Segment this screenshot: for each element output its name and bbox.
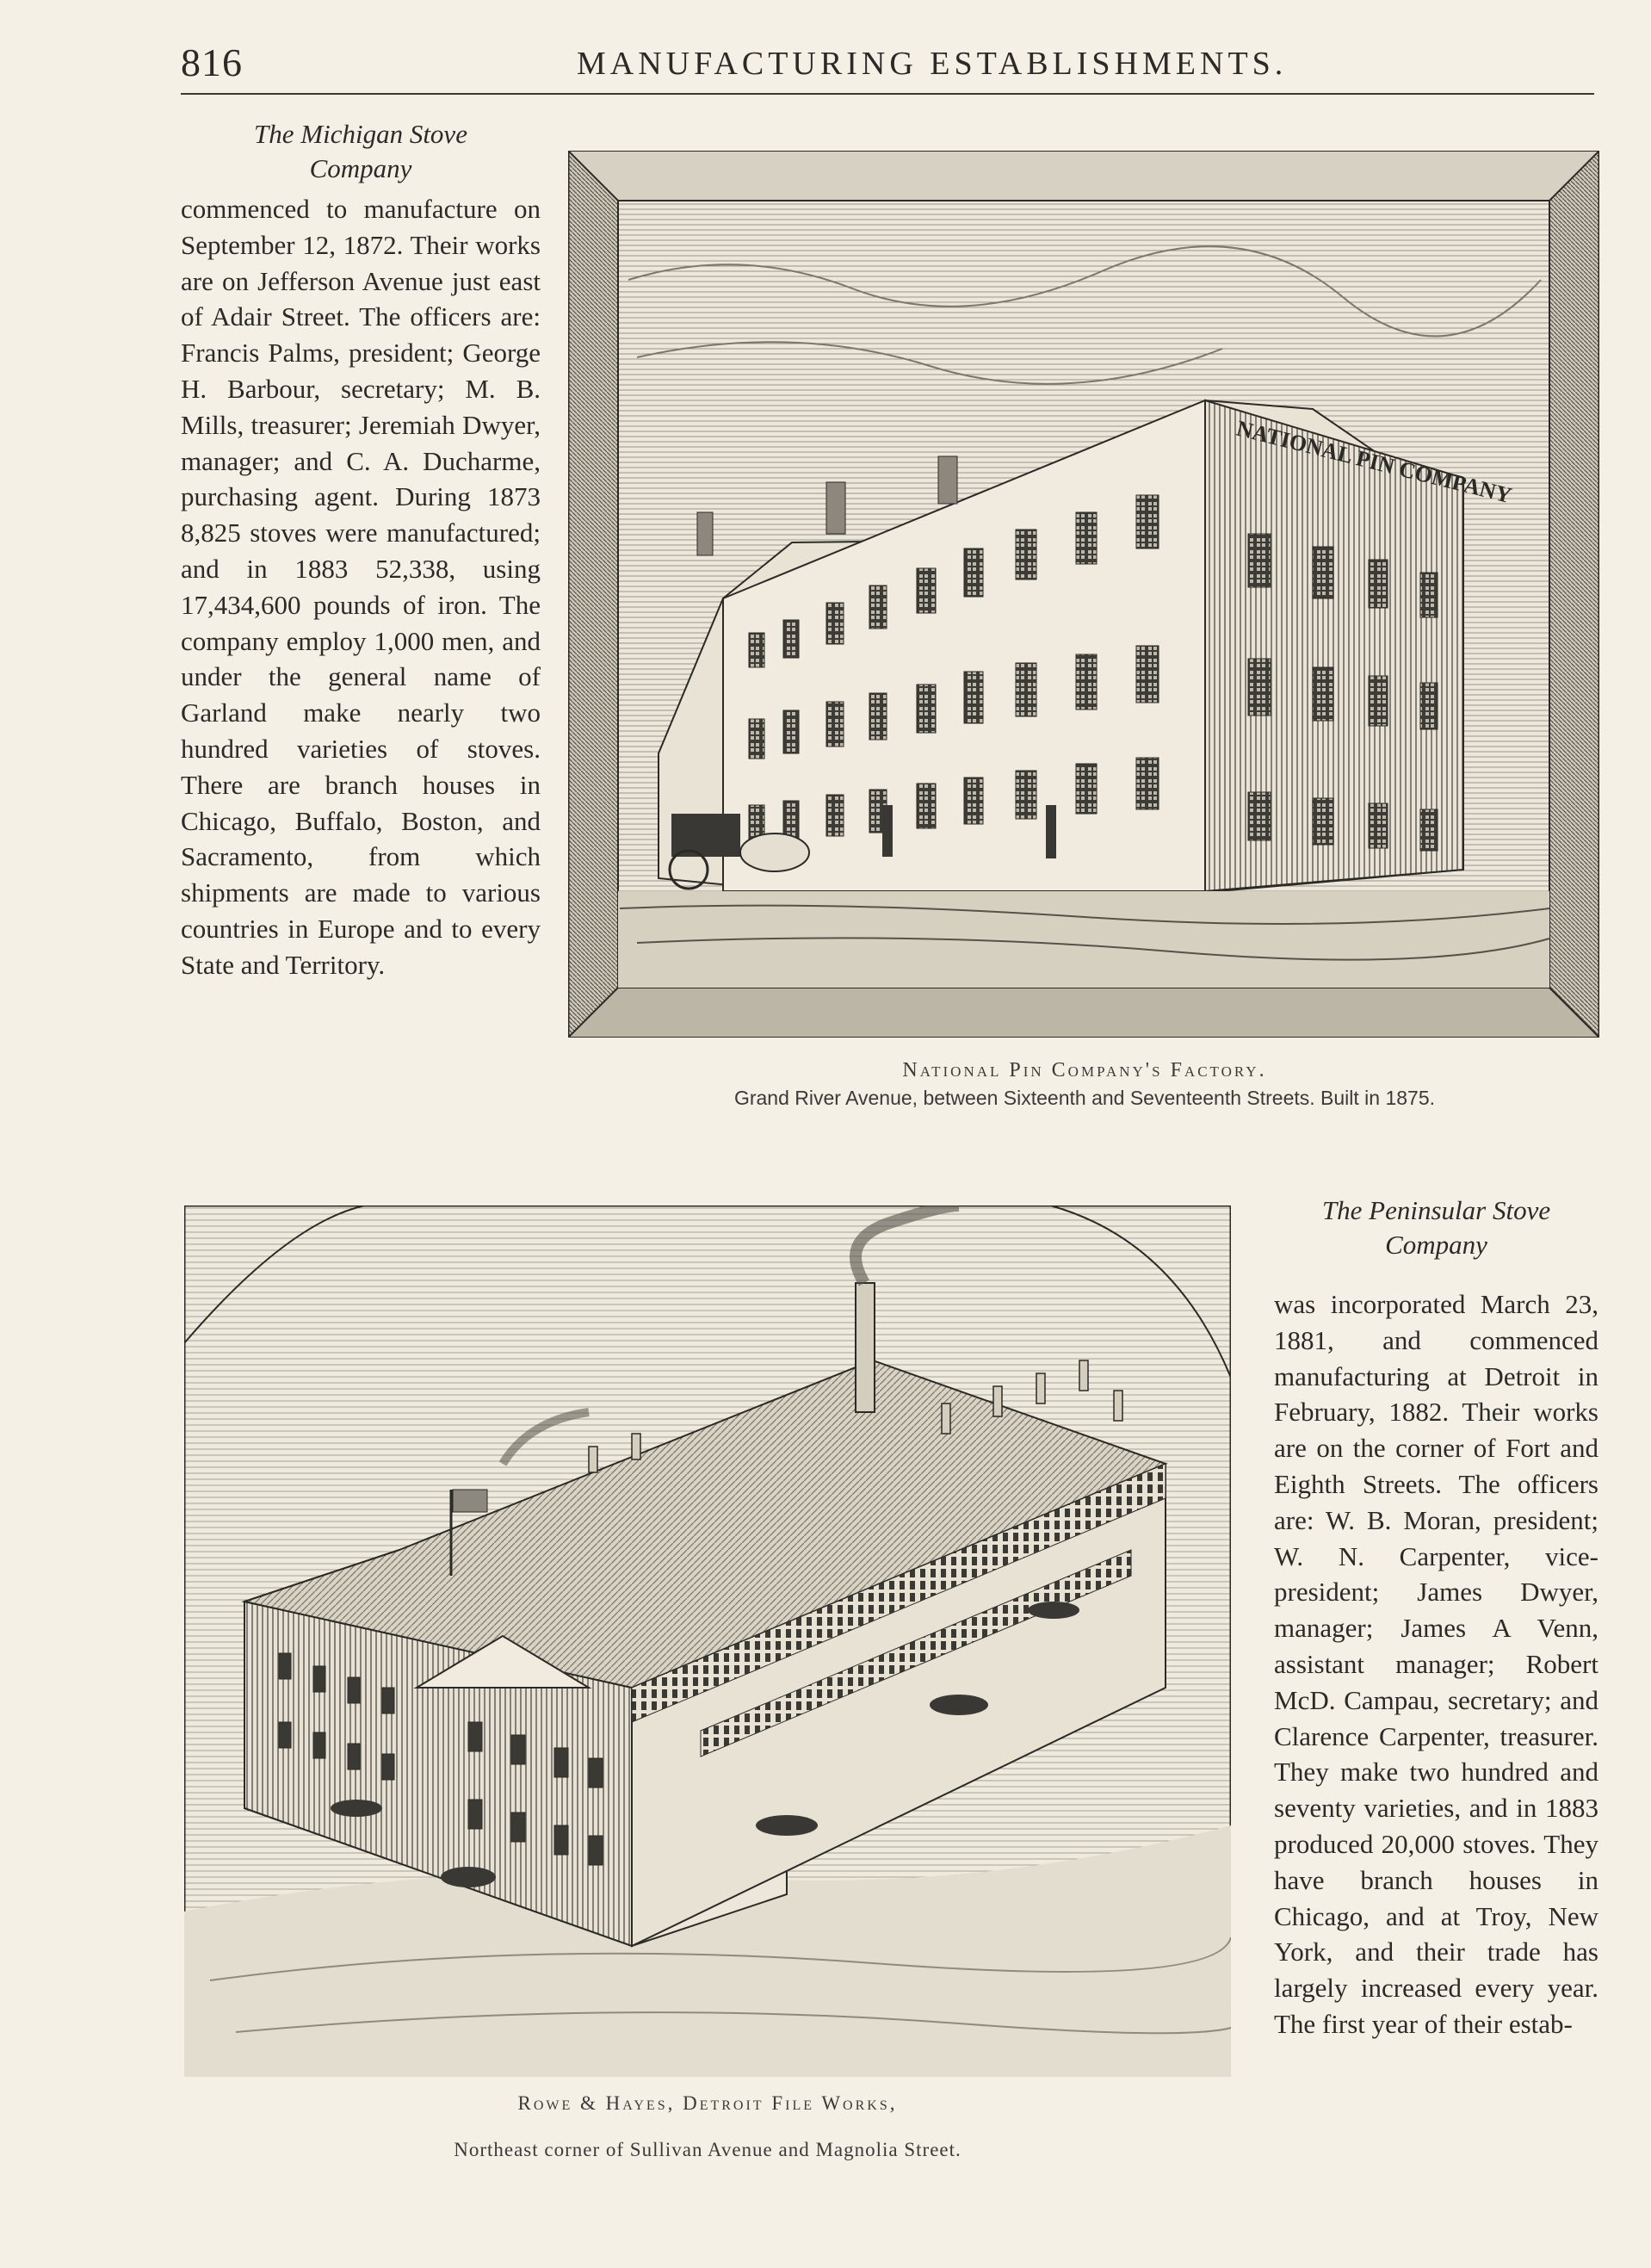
- bottom-figure-caption-title: Rowe & Hayes, Detroit File Works,: [517, 2092, 898, 2114]
- right-heading-line-2: Company: [1385, 1230, 1487, 1260]
- left-text-column: [181, 117, 541, 983]
- page-number: 816: [181, 40, 243, 84]
- factory-illustration: [568, 151, 1599, 1038]
- right-heading-line-1: The Peninsular Stove: [1321, 1195, 1551, 1225]
- left-column-body: commenced to manufacture on September 12, 1872. Their works are on Jefferson Avenue just east of Adair Street. The officers are: Francis Palms, president; George H. Barbour, secretary; M. B. Mills, treasurer; Jeremiah Dwyer, manager; and C. A. Ducharme, purchasing agent. During 1873 8,825 stoves were manufactured; and in 1883 52,338, using 17,434,600 pounds of iron. The company employ 1,000 men, and under the general name of Garland make nearly two hundred varieties of stoves. There are branch houses in Chicago, Buffalo, Boston, and Sacramento, from which shipments are made to various countries in Europe and to every State and Territory.: [181, 194, 541, 980]
- right-column-body: was incorporated March 23, 1881, and commenced manufacturing at Detroit in February, 1882. Their works are on the corner of Fort and Eighth Streets. The officers are: W. B. Moran, president; W. N. Carpenter, vice-president; James Dwyer, manager; James A Venn, assistant manager; Robert McD. Campau, secretary; and Clarence Carpenter, treasurer. They make two hundred and seventy varieties, and in 1883 produced 20,000 stoves. They have branch houses in Chicago, and at Troy, New York, and their trade has largely increased every year. The first year of their estab-: [1274, 1289, 1598, 2039]
- left-column-heading: [181, 117, 541, 186]
- detroit-file-works-engraving: [184, 1205, 1231, 2077]
- bottom-figure-caption-subtitle: Northeast corner of Sullivan Avenue and Magnolia Street.: [454, 2139, 962, 2160]
- left-heading-line-1: The Michigan Stove: [254, 119, 467, 149]
- page-header: [181, 31, 1592, 83]
- top-figure-caption-subtitle: Grand River Avenue, between Sixteenth and Seventeenth Streets. Built in 1875.: [733, 1087, 1436, 1109]
- file-works-illustration: [184, 1205, 1231, 2077]
- header-rule: [181, 93, 1594, 95]
- national-pin-factory-engraving: [568, 151, 1599, 1038]
- running-title: MANUFACTURING ESTABLISHMENTS.: [577, 46, 1288, 82]
- right-text-column: [1274, 1193, 1598, 2042]
- factory-sign: NATIONAL PIN COMPANY: [1234, 415, 1515, 509]
- right-column-heading: [1274, 1193, 1598, 1262]
- left-heading-line-2: Company: [309, 153, 412, 183]
- top-figure-caption-title: National Pin Company's Factory.: [902, 1059, 1267, 1081]
